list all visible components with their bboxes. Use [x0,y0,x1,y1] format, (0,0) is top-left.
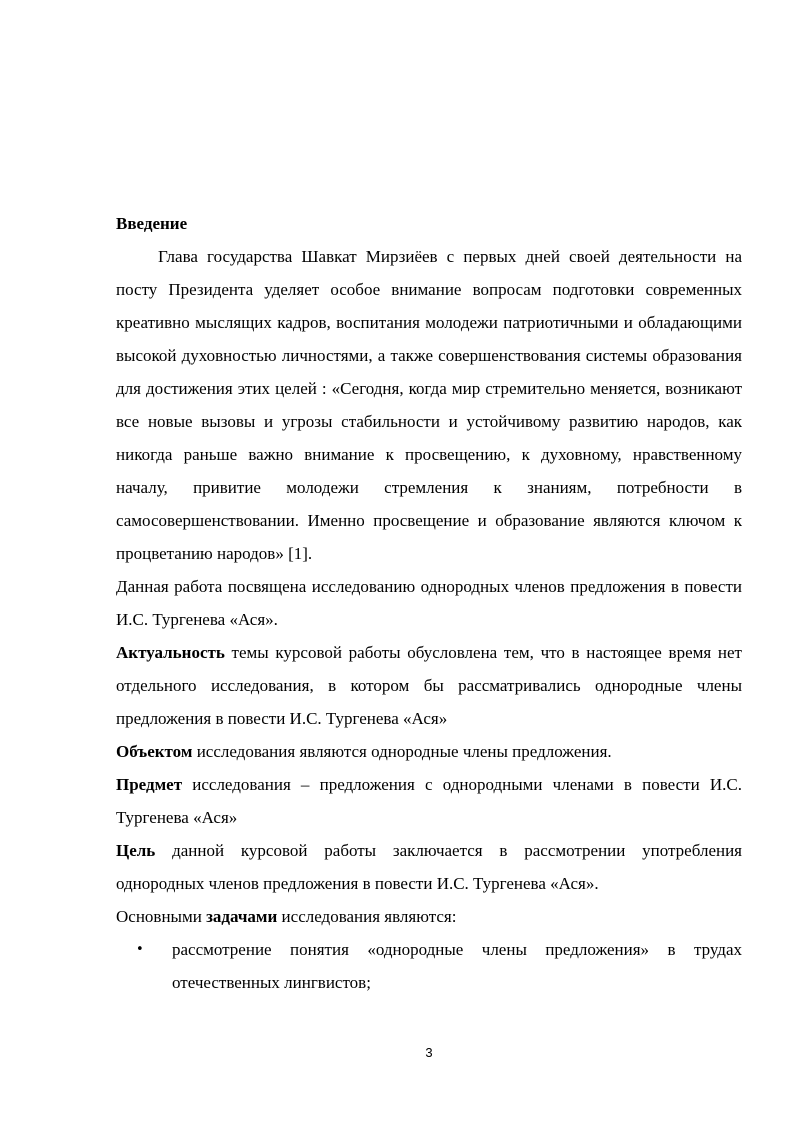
relevance-term: Актуальность [116,643,225,662]
goal-paragraph [116,834,742,900]
bullet-icon: • [136,942,144,957]
page-content [116,207,742,999]
object-term: Объектом [116,742,193,761]
tasks-intro-after: исследования являются: [277,907,457,926]
tasks-intro-before: Основными [116,907,207,926]
section-heading: Введение [116,214,188,233]
intro-paragraph: Глава государства Шавкат Мирзиёев с первых дней своей деятельности на посту Президента уделяет особое внимание вопросам подготовки современных креативно мыслящих кадров, воспитания молодежи патриотичными и обладающими высокой духовностью личностями, а также совершенствования системы образования для достижения этих целей : «Сегодня, когда мир стремительно меняется, возникают все новые вызовы и угрозы стабильности и устойчивому развитию народов, как никогда раньше важно внимание к просвещению, к духовному, нравственному началу, привитие молодежи стремления к знаниям, потребности в самосовершенствовании. Именно просвещение и образование являются ключом к процветанию народов» [1]. [116,247,742,563]
object-paragraph [116,735,742,768]
subject-paragraph [116,768,742,834]
tasks-list [116,933,742,999]
list-item [116,933,742,999]
page-number: 3 [425,1045,433,1060]
tasks-term: задачами [206,907,278,926]
object-text: исследования являются однородные члены предложения. [192,742,612,761]
tasks-intro [116,900,742,933]
subject-text: исследования – предложения с однородными членами в повести И.С. Тургенева «Ася» [116,775,742,827]
topic-paragraph: Данная работа посвящена исследованию однородных членов предложения в повести И.С. Тургенева «Ася». [116,577,742,629]
relevance-paragraph [116,636,742,735]
subject-term: Предмет [116,775,183,794]
goal-term: Цель [116,841,156,860]
task-text: рассмотрение понятия «однородные члены предложения» в трудах отечественных лингвистов; [172,940,742,992]
relevance-text: темы курсовой работы обусловлена тем, что в настоящее время нет отдельного исследования, в котором бы рассматривались однородные члены предложения в повести И.С. Тургенева «Ася» [116,643,742,728]
goal-text: данной курсовой работы заключается в рассмотрении употребления однородных членов предложения в повести И.С. Тургенева «Ася». [116,841,742,893]
